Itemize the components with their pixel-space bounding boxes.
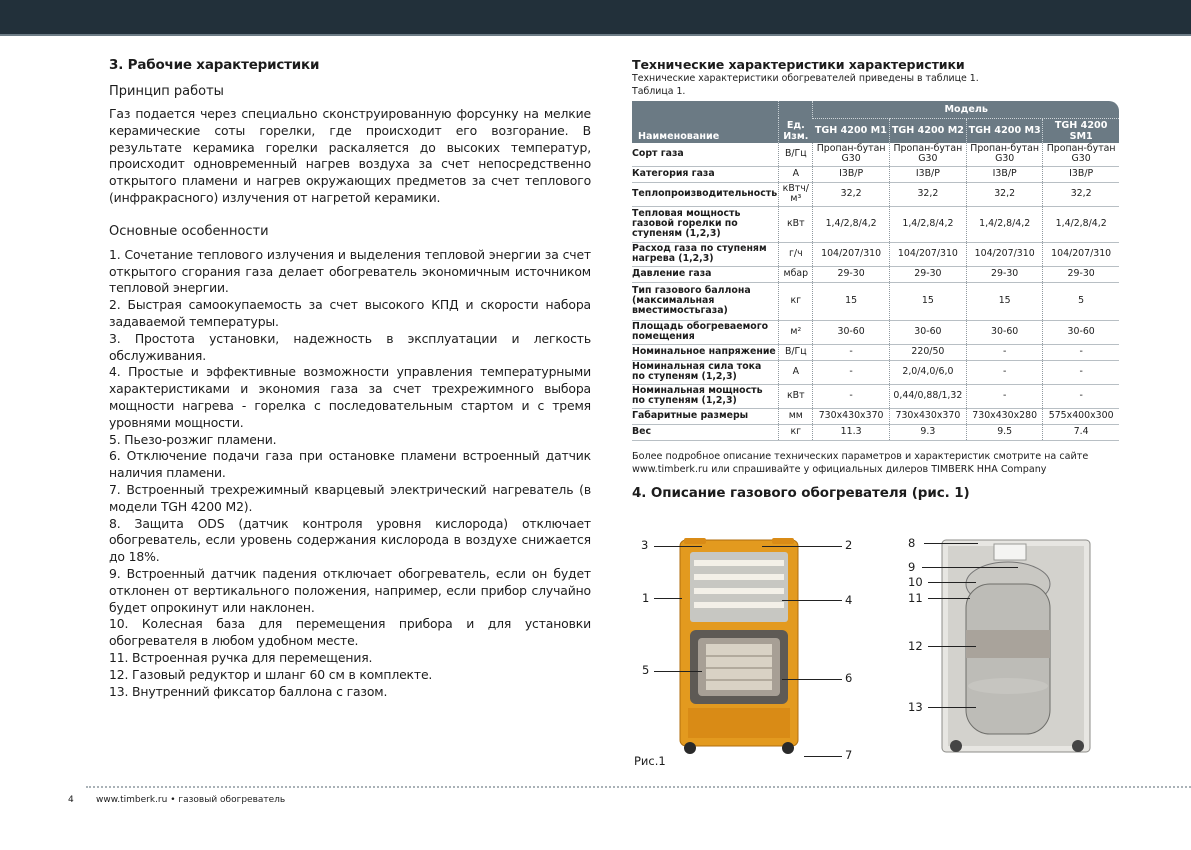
row-name: Номинальная мощность по ступеням (1,2,3) bbox=[632, 384, 779, 408]
header-model-3: TGH 4200 M3 bbox=[967, 118, 1043, 143]
row-value: 104/207/310 bbox=[889, 242, 966, 266]
specs-intro: Технические характеристики обогревателей приведены в таблице 1. bbox=[632, 73, 979, 84]
figure-1 bbox=[632, 528, 1152, 778]
row-value: 730х430х370 bbox=[813, 408, 889, 424]
row-value: 29-30 bbox=[813, 266, 889, 282]
row-value: 30-60 bbox=[813, 320, 889, 344]
row-value: Пропан-бутан G30 bbox=[967, 143, 1043, 167]
callout-line-9 bbox=[922, 567, 1018, 568]
row-name: Давление газа bbox=[632, 266, 779, 282]
footer-page-number: 4 bbox=[68, 795, 74, 805]
row-value: Пропан-бутан G30 bbox=[813, 143, 889, 167]
feature-item: 12. Газовый редуктор и шланг 60 см в комплекте. bbox=[109, 666, 433, 682]
table-row bbox=[632, 344, 1119, 360]
callout-9: 9 bbox=[908, 560, 916, 574]
features-title: Основные особенности bbox=[109, 223, 269, 239]
header-unit: Ед. Изм. bbox=[779, 101, 813, 143]
row-value: 30-60 bbox=[889, 320, 966, 344]
row-unit: В/Гц bbox=[779, 344, 813, 360]
row-value: 104/207/310 bbox=[813, 242, 889, 266]
row-value: 32,2 bbox=[813, 182, 889, 206]
callout-line-3 bbox=[654, 546, 702, 547]
row-unit: В/Гц bbox=[779, 143, 813, 167]
row-name: Тепловая мощность газовой горелки по ступеням (1,2,3) bbox=[632, 206, 779, 242]
principle-text: Газ подается через специально сконструированную форсунку на мелкие керамические соты горелки, где происходит его возгорание. В результате керамика горелки раскаляется до высоких температур, происходит одновременный нагрев воздуха за счет непосредственно открытого пламени и нагрев окружающих предметов за счет теплового (инфракрасного) излучения от нагретой керамики. bbox=[109, 106, 591, 205]
row-value: Пропан-бутан G30 bbox=[1043, 143, 1119, 167]
row-value: 730х430х280 bbox=[967, 408, 1043, 424]
table-row bbox=[632, 384, 1119, 408]
row-value: 29-30 bbox=[889, 266, 966, 282]
feature-item: 1. Сочетание теплового излучения и выделения тепловой энергии за счет открытого сгорания газа делает обогреватель экономичным источником тепловой энергии. bbox=[109, 246, 591, 296]
row-unit: мм bbox=[779, 408, 813, 424]
callout-8: 8 bbox=[908, 536, 916, 550]
specs-table bbox=[632, 101, 1119, 441]
callout-2: 2 bbox=[845, 538, 853, 552]
header-model: Модель bbox=[813, 101, 1119, 118]
row-value: 1,4/2,8/4,2 bbox=[967, 206, 1043, 242]
row-value: 104/207/310 bbox=[967, 242, 1043, 266]
callout-line-7 bbox=[804, 756, 842, 757]
row-value: - bbox=[1043, 360, 1119, 384]
row-value: - bbox=[1043, 344, 1119, 360]
figure-caption: Рис.1 bbox=[634, 754, 666, 768]
row-value: 220/50 bbox=[889, 344, 966, 360]
callout-13: 13 bbox=[908, 700, 923, 714]
section-3-title: 3. Рабочие характеристики bbox=[109, 57, 320, 73]
specs-note: Более подробное описание технических параметров и характеристик смотрите на сайте www.timberk.ru или спрашивайте у официальных дилеров TIMBERK HHA Company bbox=[632, 450, 1089, 475]
row-name: Тип газового баллона (максимальная вместимостьгаза) bbox=[632, 282, 779, 320]
row-value: 11.3 bbox=[813, 424, 889, 440]
callout-line-2 bbox=[762, 546, 842, 547]
feature-item: 8. Защита ODS (датчик контроля уровня кислорода) отключает обогреватель, если уровень содержания кислорода в воздухе снижается до 18%. bbox=[109, 515, 591, 565]
right-column bbox=[632, 57, 1122, 501]
row-unit: кВт bbox=[779, 206, 813, 242]
feature-item: 7. Встроенный трехрежимный кварцевый электрический нагреватель (в модели TGH 4200 M2). bbox=[109, 481, 591, 514]
row-value: 32,2 bbox=[967, 182, 1043, 206]
row-name: Расход газа по ступеням нагрева (1,2,3) bbox=[632, 242, 779, 266]
callout-line-8 bbox=[924, 543, 978, 544]
callout-line-13 bbox=[928, 707, 976, 708]
principle-title: Принцип работы bbox=[109, 84, 224, 99]
top-banner bbox=[0, 0, 1191, 34]
row-name: Номинальное напряжение bbox=[632, 344, 779, 360]
row-value: - bbox=[967, 344, 1043, 360]
callout-line-4 bbox=[782, 600, 842, 601]
table-row bbox=[632, 408, 1119, 424]
table-row bbox=[632, 182, 1119, 206]
header-model-2: TGH 4200 M2 bbox=[889, 118, 966, 143]
row-unit: мбар bbox=[779, 266, 813, 282]
row-value: - bbox=[967, 384, 1043, 408]
row-value: - bbox=[813, 384, 889, 408]
table-row bbox=[632, 320, 1119, 344]
callout-12: 12 bbox=[908, 639, 923, 653]
heater-back-illustration bbox=[940, 536, 1092, 760]
table-row bbox=[632, 143, 1119, 167]
row-value: 9.3 bbox=[889, 424, 966, 440]
row-value: 1,4/2,8/4,2 bbox=[813, 206, 889, 242]
row-value: 9.5 bbox=[967, 424, 1043, 440]
row-unit: кВт bbox=[779, 384, 813, 408]
footer-text: www.timberk.ru • газовый обогреватель bbox=[96, 795, 286, 805]
row-name: Вес bbox=[632, 424, 779, 440]
section-4-title: 4. Описание газового обогревателя (рис. 1) bbox=[632, 484, 970, 501]
row-value: 7.4 bbox=[1043, 424, 1119, 440]
callout-line-5 bbox=[654, 671, 702, 672]
row-value: 29-30 bbox=[1043, 266, 1119, 282]
footer-rule bbox=[86, 786, 1191, 788]
callout-1: 1 bbox=[642, 591, 650, 605]
row-unit: г/ч bbox=[779, 242, 813, 266]
heater-front-illustration bbox=[674, 534, 804, 758]
header-model-1: TGH 4200 M1 bbox=[813, 118, 889, 143]
row-unit: кг bbox=[779, 424, 813, 440]
callout-4: 4 bbox=[845, 593, 853, 607]
row-value: 2,0/4,0/6,0 bbox=[889, 360, 966, 384]
table-label: Таблица 1. bbox=[632, 86, 686, 97]
callout-7: 7 bbox=[845, 748, 853, 762]
row-name: Теплопроизводительность bbox=[632, 182, 779, 206]
callout-line-10 bbox=[928, 582, 976, 583]
row-value: 0,44/0,88/1,32 bbox=[889, 384, 966, 408]
feature-item: 13. Внутренний фиксатор баллона с газом. bbox=[109, 683, 388, 699]
callout-11: 11 bbox=[908, 591, 923, 605]
row-value: I3B/P bbox=[889, 166, 966, 182]
callout-line-1 bbox=[654, 598, 682, 599]
specs-title: Технические характеристики характеристики bbox=[632, 57, 965, 72]
row-value: I3B/P bbox=[813, 166, 889, 182]
row-name: Сорт газа bbox=[632, 143, 779, 167]
callout-line-6 bbox=[782, 679, 842, 680]
callout-line-12 bbox=[928, 646, 976, 647]
table-row bbox=[632, 242, 1119, 266]
feature-item: 3. Простота установки, надежность в эксплуатации и легкость обслуживания. bbox=[109, 330, 591, 363]
row-value: 15 bbox=[889, 282, 966, 320]
callout-6: 6 bbox=[845, 671, 853, 685]
row-value: 1,4/2,8/4,2 bbox=[889, 206, 966, 242]
left-column bbox=[109, 57, 591, 700]
feature-item: 6. Отключение подачи газа при остановке пламени встроенный датчик наличия пламени. bbox=[109, 448, 591, 481]
row-value: I3B/P bbox=[967, 166, 1043, 182]
row-value: 575х400х300 bbox=[1043, 408, 1119, 424]
row-value: 15 bbox=[813, 282, 889, 320]
table-row bbox=[632, 206, 1119, 242]
top-banner-rule bbox=[0, 34, 1191, 36]
header-model-4: TGH 4200 SM1 bbox=[1043, 118, 1119, 143]
row-value: 1,4/2,8/4,2 bbox=[1043, 206, 1119, 242]
row-value: Пропан-бутан G30 bbox=[889, 143, 966, 167]
feature-item: 2. Быстрая самоокупаемость за счет высокого КПД и скорости набора задаваемой температуры. bbox=[109, 297, 591, 329]
row-unit: А bbox=[779, 360, 813, 384]
row-name: Площадь обогреваемого помещения bbox=[632, 320, 779, 344]
row-value: 32,2 bbox=[1043, 182, 1119, 206]
row-value: 15 bbox=[967, 282, 1043, 320]
callout-10: 10 bbox=[908, 575, 923, 589]
table-row bbox=[632, 424, 1119, 440]
header-name: Наименование bbox=[632, 101, 779, 143]
row-name: Категория газа bbox=[632, 166, 779, 182]
row-unit: кВтч/м³ bbox=[779, 182, 813, 206]
row-value: - bbox=[1043, 384, 1119, 408]
table-row bbox=[632, 282, 1119, 320]
feature-item: 10. Колесная база для перемещения прибора и для установки обогревателя в любом удобном месте. bbox=[109, 616, 591, 649]
callout-5: 5 bbox=[642, 663, 650, 677]
feature-item: 9. Встроенный датчик падения отключает обогреватель, если он будет отклонен от вертикального положения, например, если прибор случайно будет опрокинут или наклонен. bbox=[109, 565, 591, 615]
feature-item: 4. Простые и эффективные возможности управления температурными характеристиками и экономия газа за счет трехрежимного выбора мощности нагрева - горелка с последовательным стартом и с тремя уровнями мощности. bbox=[109, 364, 591, 430]
row-value: I3B/P bbox=[1043, 166, 1119, 182]
row-value: - bbox=[967, 360, 1043, 384]
row-value: - bbox=[813, 360, 889, 384]
table-row bbox=[632, 266, 1119, 282]
table-row bbox=[632, 360, 1119, 384]
feature-item: 5. Пьезо-розжиг пламени. bbox=[109, 431, 277, 447]
callout-3: 3 bbox=[641, 538, 649, 552]
callout-line-11 bbox=[928, 598, 970, 599]
row-unit: А bbox=[779, 166, 813, 182]
row-value: 104/207/310 bbox=[1043, 242, 1119, 266]
row-unit: кг bbox=[779, 282, 813, 320]
row-value: 730х430х370 bbox=[889, 408, 966, 424]
row-value: 29-30 bbox=[967, 266, 1043, 282]
row-value: 30-60 bbox=[967, 320, 1043, 344]
row-name: Номинальная сила тока по ступеням (1,2,3) bbox=[632, 360, 779, 384]
feature-item: 11. Встроенная ручка для перемещения. bbox=[109, 649, 373, 665]
row-value: 30-60 bbox=[1043, 320, 1119, 344]
row-value: 32,2 bbox=[889, 182, 966, 206]
row-value: 5 bbox=[1043, 282, 1119, 320]
row-name: Габаритные размеры bbox=[632, 408, 779, 424]
table-row bbox=[632, 166, 1119, 182]
row-unit: м² bbox=[779, 320, 813, 344]
features-list bbox=[109, 247, 591, 701]
row-value: - bbox=[813, 344, 889, 360]
